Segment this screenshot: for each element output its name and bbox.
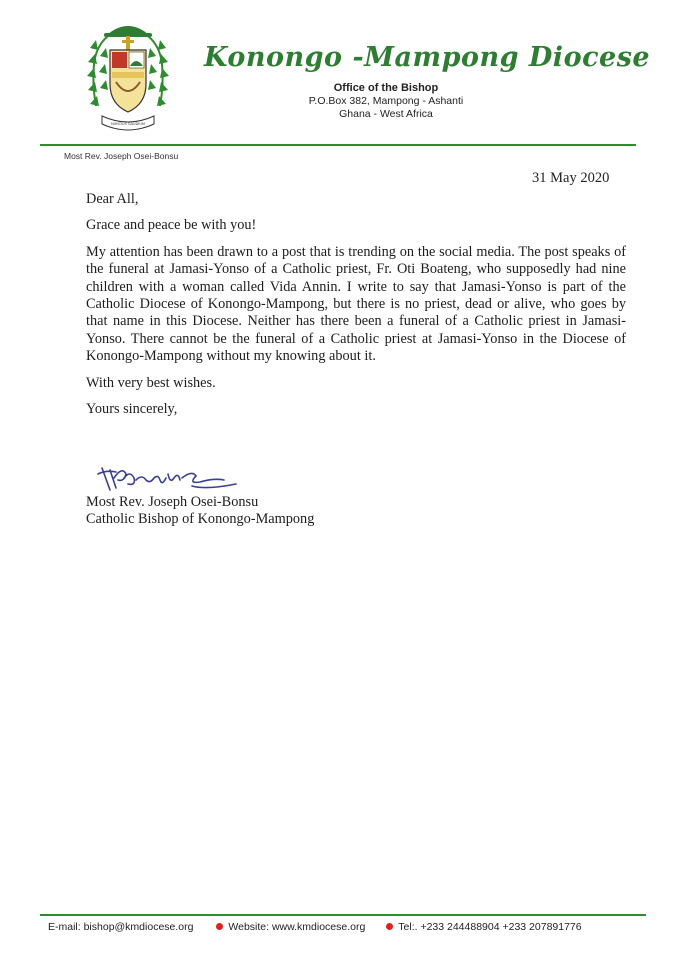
- header-divider: [40, 144, 636, 146]
- office-title: Office of the Bishop: [333, 82, 439, 94]
- footer-website-item: [216, 921, 365, 933]
- wishes: With very best wishes.: [86, 374, 216, 391]
- footer-website: Website: www.kmdiocese.org: [228, 921, 366, 933]
- bullet-icon: [386, 923, 393, 930]
- bishop-name-tag: Most Rev. Joseph Osei-Bonsu: [64, 151, 179, 161]
- letter-body: [86, 191, 626, 427]
- address-line-2: Ghana - West Africa: [339, 108, 433, 120]
- salutation: Dear All,: [86, 191, 139, 207]
- footer-divider: [40, 914, 646, 916]
- signer-block: [86, 494, 314, 529]
- footer-tel: Tel:. +233 244488904 +233 207891776: [398, 921, 582, 933]
- greeting: Grace and peace be with you!: [86, 217, 257, 234]
- diocese-crest-icon: [86, 16, 170, 140]
- handwritten-signature: [96, 460, 246, 496]
- footer-email: E-mail: bishop@kmdiocese.org: [48, 921, 194, 933]
- letter-date: 31 May 2020: [532, 170, 610, 186]
- signer-title: Catholic Bishop of Konongo-Mampong: [86, 511, 315, 528]
- address-line-1: P.O.Box 382, Mampong - Ashanti: [308, 95, 464, 107]
- svg-text:NUNTIUS GAUDIUM: NUNTIUS GAUDIUM: [111, 122, 145, 126]
- office-address-block: [296, 82, 476, 121]
- main-paragraph: My attention has been drawn to a post that is trending on the social media. The post speaks of the funeral at Jamasi-Yonso of a Catholic priest, Fr. Oti Boateng, who supposedly had nine children with a woman called Vida Annin. I write to say that Jamasi-Yonso is part of the Catholic Diocese of Konongo-Mampong, but there is no priest, dead or alive, who goes by that name in this Diocese. Neither has there been a funeral of a Catholic priest in Jamasi-Yonso. There cannot be the funeral of a Catholic priest at Jamasi-Yonso in the Diocese of Konongo-Mampong without my knowing about it.: [86, 243, 626, 365]
- diocese-name: Konongo -Mampong Diocese: [204, 42, 651, 73]
- footer-contacts: [48, 921, 648, 933]
- signer-name: Most Rev. Joseph Osei-Bonsu: [86, 494, 259, 510]
- closing: Yours sincerely,: [86, 401, 178, 418]
- footer-tel-item: [386, 921, 581, 933]
- bullet-icon: [216, 923, 223, 930]
